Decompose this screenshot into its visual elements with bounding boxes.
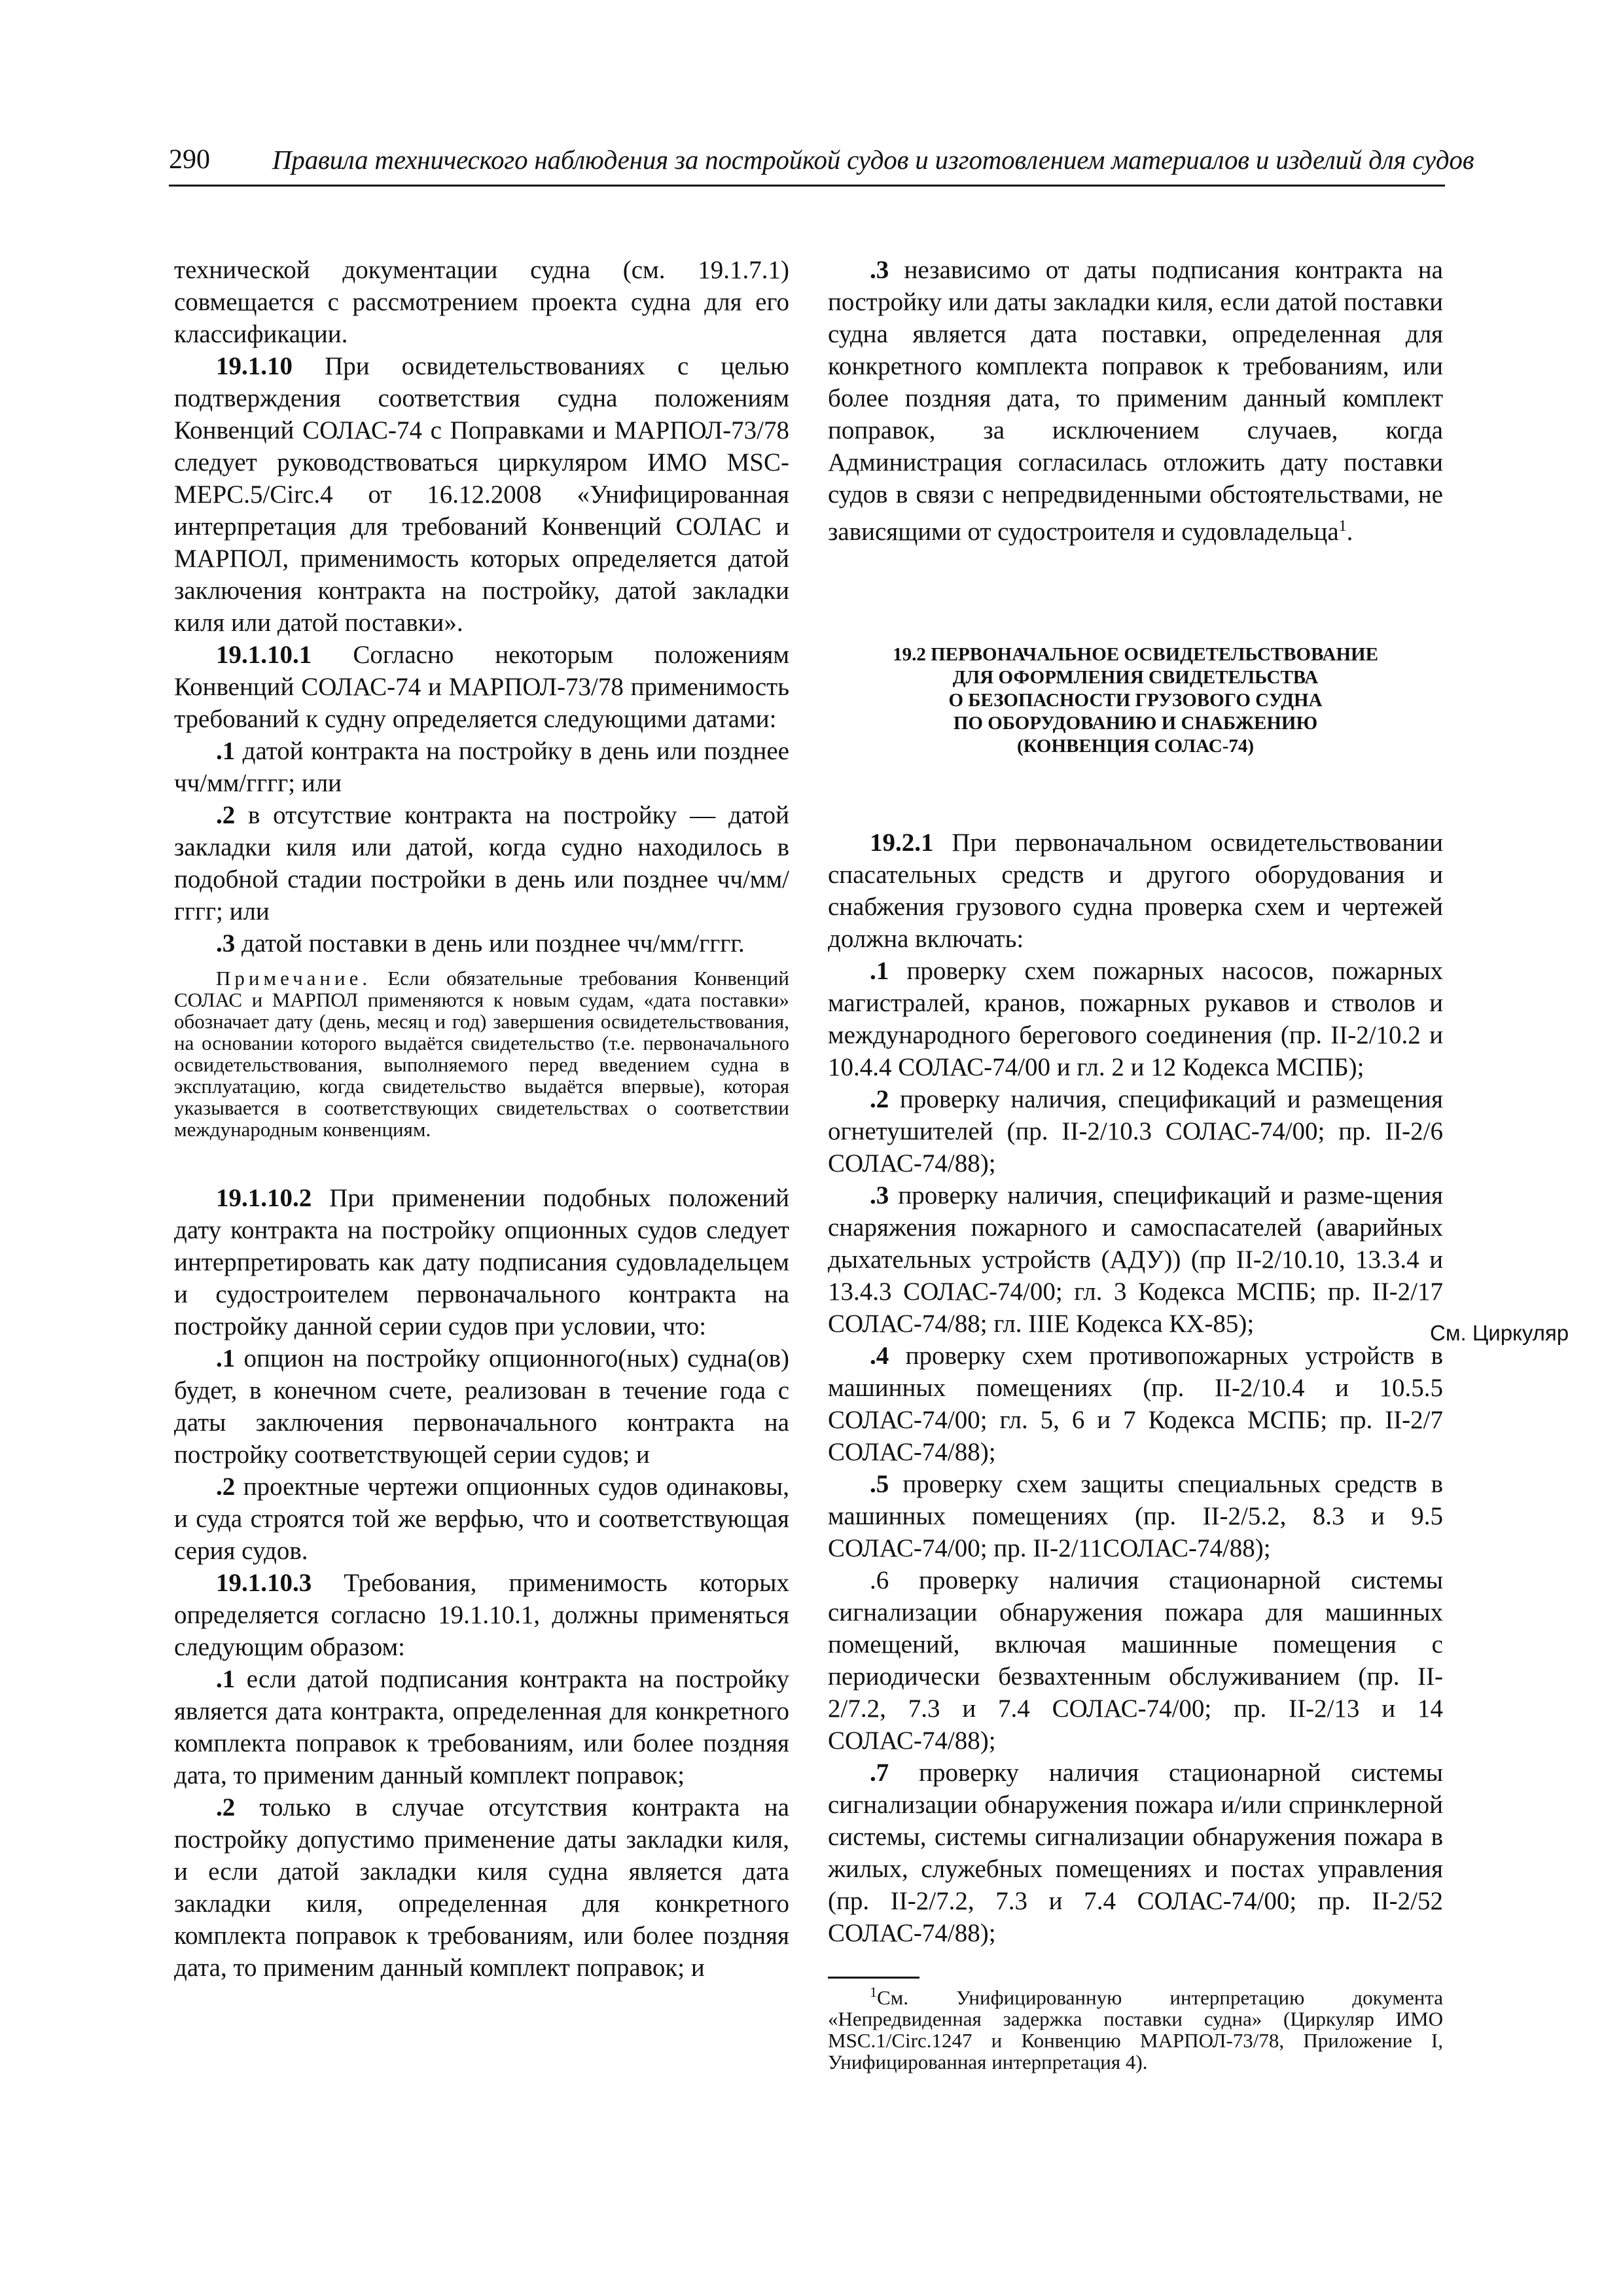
clause-19-1-10-3: 19.1.10.3 Требования, применимость которых определяется согласно 19.1.10.1, должны применяться следующим образом: [174,1569,789,1661]
note: Примечание. Если обязательные требования Конвенций СОЛАС и МАРПОЛ применяются к новым судам, «дата поставки» обозначает дату (день, месяц и год) завершения освидетельствования, на основании которого выдаётся свидетельство (т.е. первоначального освидетельствования, выполняемого перед введением судна в эксплуатацию, когда свидетельство выдаётся впервые), которая указывается в соответствующих свидетельствах о соответствии международным конвенциям. [174,967,789,1141]
list-item: .1 датой контракта на постройку в день или позднее чч/мм/гггг; или [174,737,789,797]
list-item: .7 проверку наличия стационарной системы сигнализации обнаружения пожара и/или спринклерной системы, системы сигнализации обнаружения пожара в жилых, служебных помещениях и постах управления (пр. II-2/7.2, 7.3 и 7.4 СОЛАС-74/00; пр. II-2/52 СОЛАС-74/88); [828,1759,1443,1947]
clause-19-2-1: 19.2.1 При первоначальном освидетельствовании спасательных средств и другого оборудования и снабжения грузового судна проверка схем и чертежей должна включать: [828,829,1443,953]
footnote-rule [828,1977,919,1979]
paragraph: технической документации судна (см. 19.1.7.1) совмещается с рассмотрением проекта судна для его классификации. [174,256,789,348]
footnote: $^1$См. Унифицированную интерпретацию документа «Непредвиденная задержка поставки судна» (Циркуляр ИМО MSC.1/Circ.1247 и Конвенцию МАРПОЛ-73/78, Приложение I, Унифицированная интерпретация 4). [828,1984,1443,2074]
list-item: .6 проверку наличия стационарной системы сигнализации обнаружения пожара для машинных помещений, включая машинные помещения с периодически безвахтенным обслуживанием (пр. II-2/7.2, 7.3 и 7.4 СОЛАС-74/00; пр. II-2/13 и 14 СОЛАС-74/88); [828,1566,1443,1755]
page-header [169,143,1474,187]
list-item: .4 проверку схем противопожарных устройств в машинных помещениях (пр. II-2/10.4 и 10.5.5 СОЛАС-74/00; гл. 5, 6 и 7 Кодекса МСПБ; пр. II-2/7 СОЛАС-74/88); [828,1342,1443,1466]
list-item: .2 только в случае отсутствия контракта на постройку допустимо применение даты закладки киля, и если датой закладки киля судна является дата закладки киля, определенная для конкретного комплекта поправок к требованиям, или более поздняя дата, то применим данный комплект поправок; и [174,1793,789,1982]
list-item: .2 в отсутствие контракта на постройку — датой закладки киля или датой, когда судно находилось в подобной стадии постройки в день или позднее чч/мм/гггг; или [174,801,789,925]
list-item: .3 датой поставки в день или позднее чч/мм/гггг. [216,929,745,958]
list-item: .2 проверку наличия, спецификаций и размещения огнетушителей (пр. II-2/10.3 СОЛАС-74/00; пр. II-2/6 СОЛАС-74/88); [828,1085,1443,1177]
list-item: .2 проектные чертежи опционных судов одинаковы, и суда строятся той же верфью, что и соответствующая серия судов. [174,1473,789,1565]
clause-19-1-10-2: 19.1.10.2 При применении подобных положений дату контракта на постройку опционных судов следует интерпретировать как дату подписания судовладельцем и судостроителем первоначального контракта на постройку данной серии судов при условии, что: [174,1184,789,1340]
clause-19-1-10-1: 19.1.10.1 Согласно некоторым положениям Конвенций СОЛАС-74 и МАРПОЛ-73/78 применимость требований к судну определяется следующими датами: [174,641,789,733]
left-column [174,254,789,1984]
list-item: .3 независимо от даты подписания контракта на постройку или даты закладки киля, если датой поставки судна является дата поставки, определенная для конкретного комплекта поправок к требованиям, или более поздняя дата, то применим данный комплект поправок, за исключением случаев, когда Администрация согласилась отложить дату поставки судов в связи с непредвиденными обстоятельствами, не зависящими от судостроителя и судовладельца$^1$. [828,256,1443,546]
list-item: .1 проверку схем пожарных насосов, пожарных магистралей, кранов, пожарных рукавов и стволов и международного берегового соединения (пр. II-2/10.2 и 10.4.4 СОЛАС-74/00 и гл. 2 и 12 Кодекса МСПБ); [828,957,1443,1081]
margin-annotation: См. Циркуляр [1430,1321,1569,1345]
list-item: .1 если датой подписания контракта на постройку является дата контракта, определенная для конкретного комплекта поправок к требованиям, или более поздняя дата, то применим данный комплект поправок; [174,1665,789,1789]
running-title: Правила технического наблюдения за постройкой судов и изготовлением материалов и изделий для судов [272,145,1474,175]
right-column [828,254,1443,2073]
list-item: .1 опцион на постройку опционного(ных) судна(ов) будет, в конечном счете, реализован в течение года с даты заключения первоначального контракта на постройку соответствующей серии судов; и [174,1344,789,1469]
list-item: .3 проверку наличия, спецификаций и разме-щения снаряжения пожарного и самоспасателей (аварийных дыхательных устройств (АДУ)) (пр II-2/10.10, 13.3.4 и 13.4.3 СОЛАС-74/00; гл. 3 Кодекса МСПБ; пр. II-2/17 СОЛАС-74/88; гл. IIIЕ Кодекса КХ-85); [828,1181,1443,1338]
list-item: .5 проверку схем защиты специальных средств в машинных помещениях (пр. II-2/5.2, 8.3 и 9.5 СОЛАС-74/00; пр. II-2/11СОЛАС-74/88); [828,1470,1443,1562]
clause-19-1-10: 19.1.10 При освидетельствованиях с целью подтверждения соответствия судна положениям Конвенций СОЛАС-74 с Поправками и МАРПОЛ-73/78 следует руководствоваться циркуляром ИМО MSC-MEPC.5/Circ.4 от 16.12.2008 «Унифицированная интерпретация для требований Конвенций СОЛАС и МАРПОЛ, применимость которых определяется датой заключения контракта на постройку, датой закладки киля или датой поставки». [174,352,789,637]
page-number: 290 [169,145,210,175]
section-heading: 19.2 ПЕРВОНАЧАЛЬНОЕ ОСВИДЕТЕЛЬСТВОВАНИЕ ДЛЯ ОФОРМЛЕНИЯ СВИДЕТЕЛЬСТВА О БЕЗОПАСНОСТИ ГРУЗОВОГО СУДНА ПО ОБОРУДОВАНИЮ И СНАБЖЕНИЮ (КОНВЕНЦИЯ СОЛАС-74) [893,644,1378,757]
